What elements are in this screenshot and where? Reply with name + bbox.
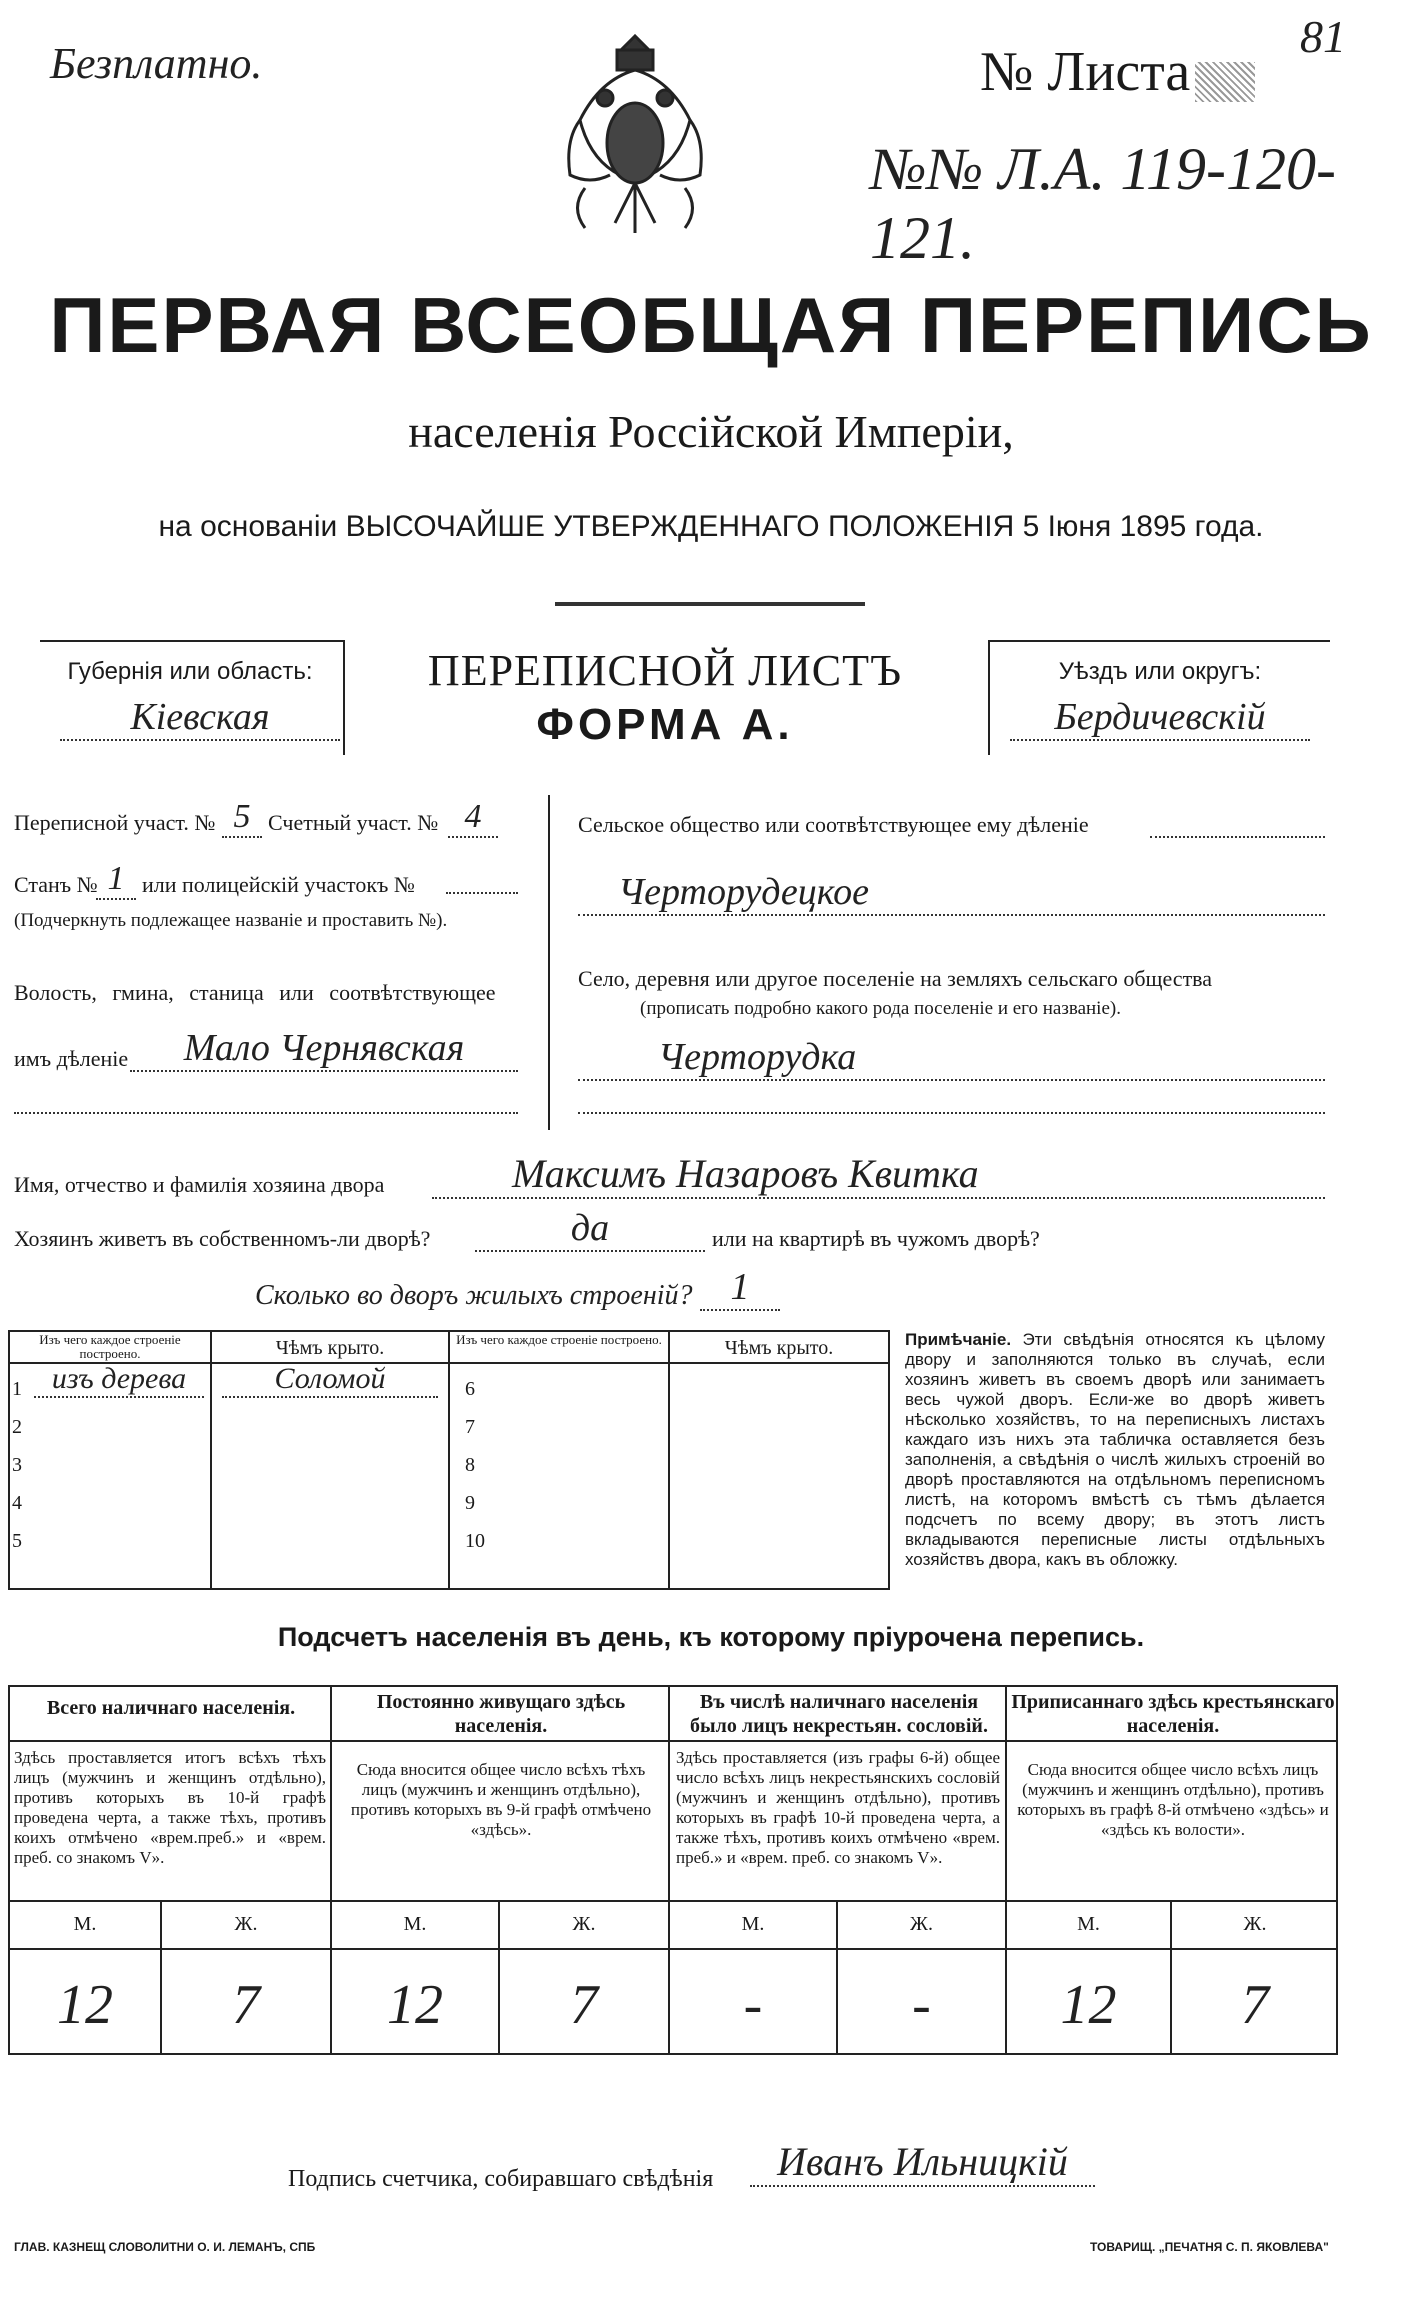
owner-apartment-label: или на квартирѣ въ чужомъ дворѣ? [712,1226,1040,1251]
pop-col3-header: Въ числѣ наличнаго населенія было лицъ некрестьян. сословій. [690,1691,988,1737]
gubernia-value: Кіевская [60,695,340,741]
free-label: Безплатно. [50,39,263,88]
owner-name-value: Максимъ Назаровъ Квитка [432,1150,1325,1199]
main-title: ПЕРВАЯ ВСЕОБЩАЯ ПЕРЕПИСЬ [49,281,1373,369]
pop-col1-m-label: М. [73,1913,97,1935]
pop-col4-f-value: 7 [1241,1974,1269,2036]
uezd-label: Уѣздъ или округъ: [1058,658,1262,685]
village-label: Село, деревня или другое поселеніе на земляхъ сельскаго общества [578,966,1213,991]
stan-label: Станъ № [14,872,98,897]
pop-col1-desc: Здѣсь проставляется итогъ всѣхъ тѣхъ лицъ (мужчинъ и женщинъ отдѣльно), противъ которыхъ въ 10-й графѣ проведена черта, а также тѣхъ, противъ коихъ отмѣчено «врем.преб.» и «врем. преб. со знакомъ V». [14,1748,326,1867]
uezd-value: Бердичевскій [1010,695,1310,741]
row-number-2: 2 [12,1416,22,1438]
sheet-number-corner: 81 [1300,11,1346,62]
society-value: Черторудецкое [578,870,1325,916]
col-roof-header-left: Чѣмъ крыто. [275,1337,385,1359]
sub-title: населенія Россійской Имперіи, [408,406,1014,457]
owner-lives-label: Хозяинъ живетъ въ собственномъ-ли дворѣ? [14,1226,431,1251]
signature-value: Иванъ Ильницкій [750,2138,1095,2187]
pop-col2-m-label: М. [403,1913,427,1935]
gubernia-label: Губернія или область: [67,658,313,685]
imperial-eagle-emblem [555,28,715,243]
police-value-blank [446,880,518,894]
village-value: Черторудка [578,1035,1325,1081]
pop-col2-header: Постоянно живущаго здѣсь населенія. [376,1691,626,1737]
buildings-value: 1 [700,1265,780,1311]
row-number-9: 9 [465,1492,475,1514]
pop-col2-desc: Сюда вносится общее число всѣхъ тѣхъ лицъ (мужчинъ и женщинъ отдѣльно), противъ которыхъ въ 9-й графѣ отмѣчено «здѣсь». [350,1760,652,1839]
census-district-label: Переписной участ. № [14,810,216,835]
pop-col2-f-value: 7 [570,1974,598,2036]
pop-col4-header: Приписаннаго здѣсь крестьянскаго населенія. [1011,1691,1335,1737]
population-title: Подсчетъ населенія въ день, къ которому пріурочена перепись. [277,1622,1145,1652]
volost-extra-line [14,1110,518,1114]
pop-col1-m-value: 12 [57,1974,113,2036]
form-center-label: ФОРМА А. [536,700,794,749]
buildings-label: Сколько во дворъ жилыхъ строеній? [255,1280,693,1311]
society-label: Сельское общество или соотвѣтствующее ему дѣленіе [578,812,1089,837]
row-number-5: 5 [12,1530,22,1552]
pop-col4-m-value: 12 [1060,1974,1117,2036]
col-material-header-left: Изъ чего каждое строеніе построено. [39,1332,181,1361]
remark-label: Примѣчаніе. [905,1330,1012,1349]
row-number-6: 6 [465,1378,475,1400]
row1-material-value: изъ дерева [34,1362,204,1398]
form-center-title: ПЕРЕПИСНОЙ ЛИСТЪ [427,646,903,695]
underline-note: (Подчеркнуть подлежащее названіе и проставить №). [14,910,448,931]
pop-col4-desc: Сюда вносится общее число всѣхъ лицъ (мужчинъ и женщинъ отдѣльно), противъ которыхъ въ графѣ 8-й отмѣчено «здѣсь» и «здѣсь къ волости». [1017,1760,1329,1839]
volost-label-line2: имъ дѣленіе [14,1046,129,1071]
pop-col2-f-label: Ж. [572,1913,596,1935]
owner-name-label: Имя, отчество и фамилія хозяина двора [14,1172,385,1197]
pop-col3-desc: Здѣсь проставляется (изъ графы 6-й) общее число всѣхъ лицъ некрестьянскихъ сословій (мужчинъ и женщинъ отдѣльно), противъ которыхъ въ графѣ 10-й проведена черта, а также тѣхъ, противъ коихъ отмѣчено «врем. преб.» и «врем. преб. со знакомъ V». [676,1748,1000,1867]
sheet-numbers-handwritten: №№ Л.А. 119-120-121. [870,136,1336,271]
village-note: (прописать подробно какого рода поселеніе и его названіе). [640,998,1121,1019]
stamp-blot [1195,62,1255,102]
row-number-4: 4 [12,1492,22,1514]
basis-line: на основаніи ВЫСОЧАЙШЕ УТВЕРЖДЕННАГО ПОЛОЖЕНІЯ 5 Іюня 1895 года. [158,510,1264,543]
counting-district-label: Счетный участ. № [268,810,439,835]
owner-lives-value: да [475,1206,705,1252]
counting-district-value: 4 [448,798,498,838]
signature-label: Подпись счетчика, собиравшаго свѣдѣнія [288,2166,714,2192]
pop-col1-header: Всего наличнаго населенія. [46,1697,296,1719]
pop-col1-f-value: 7 [232,1974,260,2036]
sheet-label: № Листа [980,41,1191,103]
pop-col2-m-value: 12 [387,1974,443,2036]
pop-col3-m-label: М. [741,1913,765,1935]
pop-col4-f-label: Ж. [1243,1913,1267,1935]
row-number-10: 10 [465,1530,485,1552]
remark [905,1330,1325,1570]
pop-col3-f-value: - [912,1974,931,2036]
pop-col3-m-value: - [743,1974,763,2036]
col-roof-header-right: Чѣмъ крыто. [724,1337,834,1359]
stan-value: 1 [96,860,136,900]
police-label: или полицейскій участокъ № [142,872,415,897]
remark-text: Эти свѣдѣнія относятся къ цѣлому двору и заполняются только въ случаѣ, если хозяинъ живетъ въ своемъ дворѣ или занимаетъ весь чужой дворъ. Если-же во дворѣ живетъ нѣсколько хозяйствъ, то на переписныхъ листахъ каждаго изъ нихъ эта табличка оставляется безъ заполненія, а свѣдѣнія о числѣ жилыхъ строеній во дворѣ проставляются на отдѣльномъ переписномъ листѣ, на которомъ вмѣстѣ съ тѣмъ дѣлается подсчетъ по всему двору; въ этотъ листъ вкладываются переписные листы отдѣльныхъ хозяйствъ двора, какъ въ обложку. [905,1330,1325,1569]
volost-value: Мало Чернявская [130,1026,518,1072]
volost-label-line1: Волость, гмина, станица или соотвѣтствующее [14,980,496,1005]
footer-right: ТОВАРИЩ. „ПЕЧАТНЯ С. П. ЯКОВЛЕВА" [1090,2240,1329,2254]
census-district-value: 5 [222,798,262,838]
pop-col1-f-label: Ж. [234,1913,258,1935]
col-material-header-right: Изъ чего каждое строеніе построено. [456,1332,662,1347]
row-number-3: 3 [12,1454,22,1476]
row1-roof-value: Соломой [222,1362,438,1398]
footer-left: ГЛАВ. КАЗНЕЩ СЛОВОЛИТНИ О. И. ЛЕМАНЪ, СПБ [14,2240,316,2254]
pop-col3-f-label: Ж. [910,1913,933,1935]
row-number-8: 8 [465,1454,475,1476]
pop-col4-m-label: М. [1077,1913,1100,1935]
ornament-divider [555,602,865,606]
row-number-1: 1 [12,1378,22,1400]
row-number-7: 7 [465,1416,475,1438]
